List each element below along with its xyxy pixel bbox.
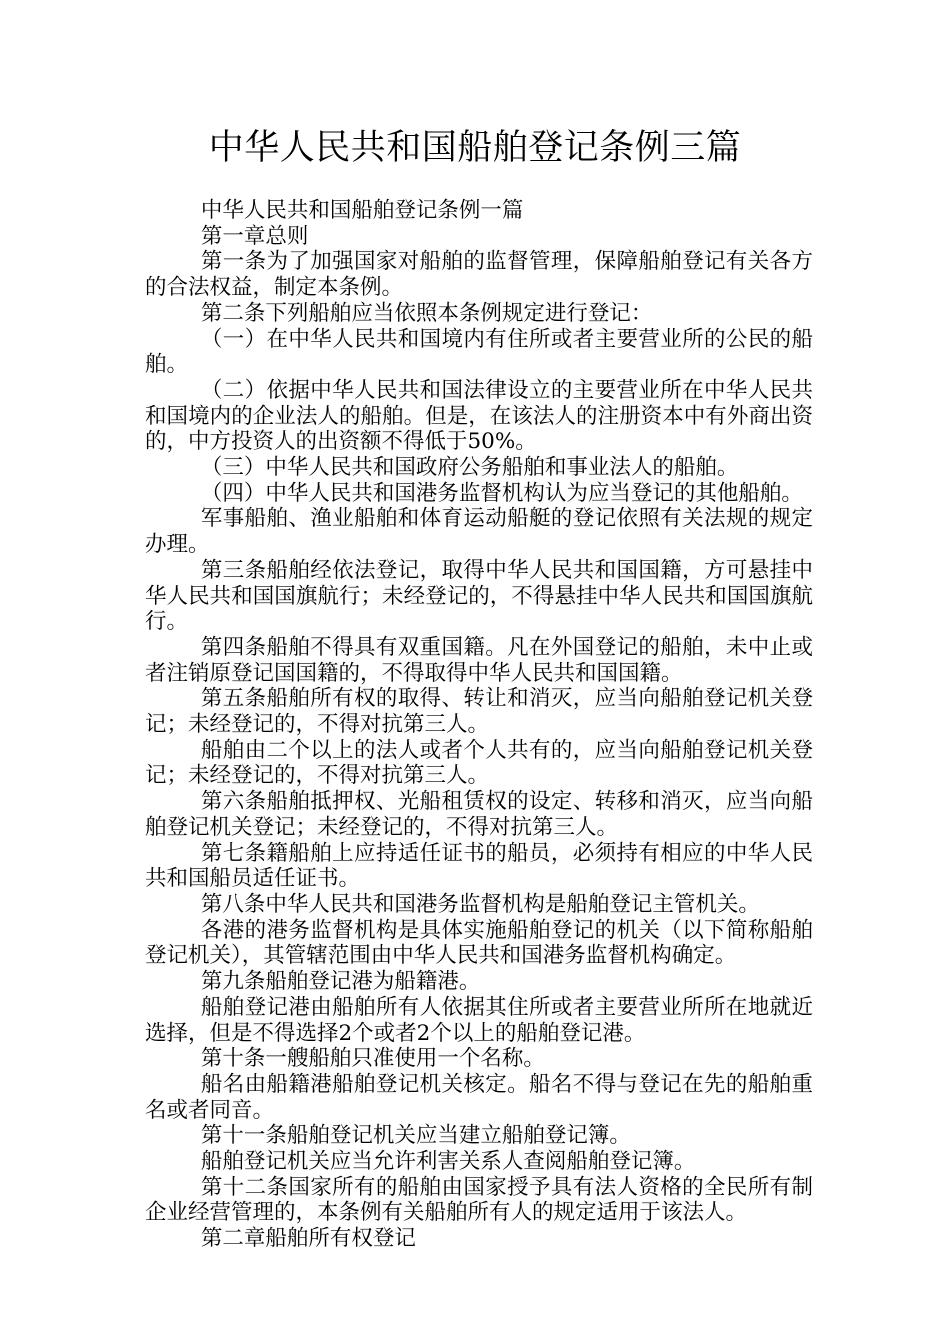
paragraph: 船名由船籍港船舶登记机关核定。船名不得与登记在先的船舶重名或者同音。 [145,1071,813,1123]
paragraph: 第八条中华人民共和国港务监督机构是船舶登记主管机关。 [200,891,760,917]
paragraph: 船舶登记机关应当允许利害关系人查阅船舶登记簿。 [200,1149,696,1175]
paragraph: 第九条船舶登记港为船籍港。 [200,969,481,995]
document-body [145,198,813,1252]
paragraph: （二）依据中华人民共和国法律设立的主要营业所在中华人民共和国境内的企业法人的船舶。但是，在该法人的注册资本中有外商出资的，中方投资人的出资额不得低于50%。 [145,377,813,455]
chapter-heading: 第一章总则 [200,223,309,249]
paragraph: 第四条船舶不得具有双重国籍。凡在外国登记的船舶，未中止或者注销原登记国国籍的，不得取得中华人民共和国国籍。 [145,634,813,686]
document-title: 中华人民共和国船舶登记条例三篇 [208,128,742,168]
paragraph: 第六条船舶抵押权、光船租赁权的设定、转移和消灭，应当向船舶登记机关登记；未经登记的，不得对抗第三人。 [145,789,813,840]
paragraph: 船舶登记港由船舶所有人依据其住所或者主要营业所所在地就近选择，但是不得选择2个或者2个以上的船舶登记港。 [145,994,813,1046]
paragraph: 各港的港务监督机构是具体实施船舶登记的机关（以下简称船舶登记机关），其管辖范围由中华人民共和国港务监督机构确定。 [145,917,813,969]
paragraph: （四）中华人民共和国港务监督机构认为应当登记的其他船舶。 [200,480,803,506]
paragraph: 军事船舶、渔业船舶和体育运动船艇的登记依照有关法规的规定办理。 [145,506,813,558]
paragraph: 第三条船舶经依法登记，取得中华人民共和国国籍，方可悬挂中华人民共和国国旗航行；未经登记的，不得悬挂中华人民共和国国旗航行。 [145,557,813,635]
paragraph: （一）在中华人民共和国境内有住所或者主要营业所的公民的船舶。 [145,326,813,378]
paragraph: 第七条籍船舶上应持适任证书的船员，必须持有相应的中华人民共和国船员适任证书。 [145,840,813,892]
paragraph: 第五条船舶所有权的取得、转让和消灭，应当向船舶登记机关登记；未经登记的，不得对抗第三人。 [145,686,813,738]
paragraph: 第十二条国家所有的船舶由国家授予具有法人资格的全民所有制企业经营管理的，本条例有关船舶所有人的规定适用于该法人。 [145,1174,813,1226]
paragraph: 第二条下列船舶应当依照本条例规定进行登记： [200,300,653,326]
paragraph: 第十一条船舶登记机关应当建立船舶登记簿。 [200,1123,631,1149]
paragraph: 第一条为了加强国家对船舶的监督管理，保障船舶登记有关各方的合法权益，制定本条例。 [145,249,813,301]
paragraph: 中华人民共和国船舶登记条例一篇 [200,198,524,223]
paragraph: 第十条一艘船舶只准使用一个名称。 [200,1046,545,1072]
chapter-heading: 第二章船舶所有权登记 [200,1226,416,1252]
paragraph: 船舶由二个以上的法人或者个人共有的，应当向船舶登记机关登记；未经登记的，不得对抗第三人。 [145,737,813,789]
paragraph: （三）中华人民共和国政府公务船舶和事业法人的船舶。 [200,455,739,481]
